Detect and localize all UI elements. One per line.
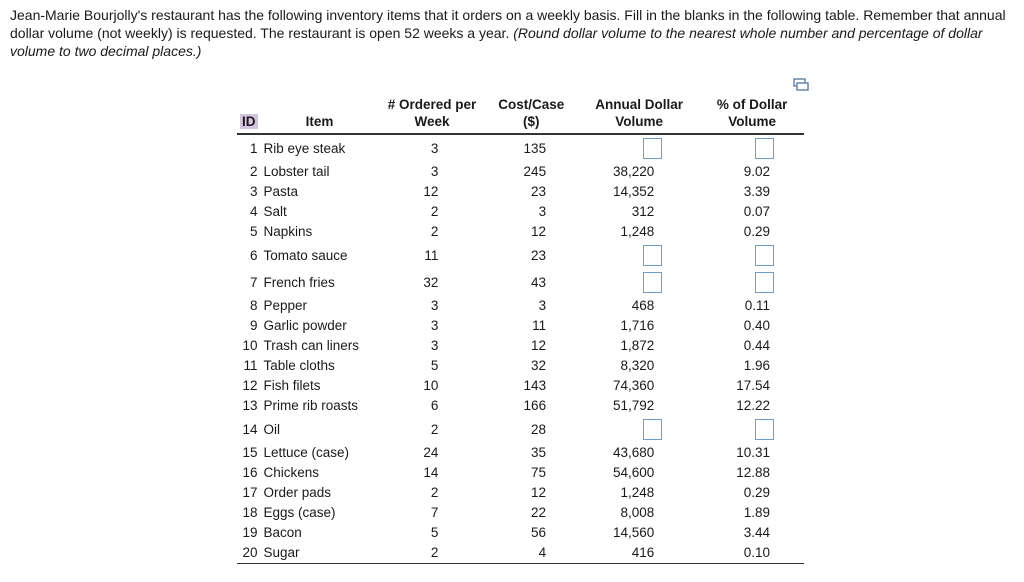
cell-ordered-per-week-text: 11: [424, 247, 439, 263]
cell-ordered-per-week: [380, 376, 485, 396]
cell-cost-per-case-text: 245: [523, 164, 547, 179]
cell-item-text: Lettuce (case): [263, 445, 350, 460]
cell-cost-per-case-text: 23: [531, 247, 547, 263]
cell-ordered-per-week-text: 3: [430, 164, 439, 179]
table-row: [237, 202, 804, 222]
cell-ordered-per-week: [380, 134, 485, 162]
cell-id-text: 2: [249, 164, 258, 179]
cell-ordered-per-week: [380, 296, 485, 316]
header-row: [237, 94, 804, 134]
cell-cost-per-case-text: 32: [531, 358, 547, 373]
cell-percent-dollar-volume: [700, 182, 804, 202]
cell-ordered-per-week-text: 10: [423, 378, 439, 393]
cell-ordered-per-week-text: 24: [423, 445, 439, 460]
cell-percent-dollar-volume-text: 1.89: [743, 505, 770, 520]
cell-ordered-per-week: [380, 396, 485, 416]
cell-annual-dollar-volume: [578, 296, 700, 316]
cell-cost-per-case: [484, 182, 578, 202]
cell-id-text: 4: [249, 204, 258, 219]
inventory-table: [237, 94, 804, 564]
cell-annual-dollar-volume: [578, 503, 700, 523]
cell-annual-dollar-volume-text: 8,320: [620, 358, 655, 373]
cell-cost-per-case-text: 11: [532, 318, 547, 333]
cell-id: [237, 483, 260, 503]
cell-id: [237, 296, 260, 316]
table-row: [237, 376, 804, 396]
cell-percent-dollar-volume: [700, 543, 804, 564]
cell-item-text: Sugar: [263, 545, 300, 560]
cell-annual-dollar-volume: [578, 443, 700, 463]
cell-item: [260, 182, 380, 202]
cell-annual-dollar-volume: [578, 396, 700, 416]
cell-annual-dollar-volume: [578, 242, 700, 269]
table-row: [237, 296, 804, 316]
cell-cost-per-case: [484, 242, 578, 269]
cell-annual-dollar-volume-text: 54,600: [612, 465, 655, 480]
cell-annual-dollar-volume-text: 43,680: [612, 445, 655, 460]
copy-table-icon[interactable]: [793, 78, 809, 92]
cell-cost-per-case: [484, 396, 578, 416]
cell-annual-dollar-volume: [578, 483, 700, 503]
cell-item-text: Chickens: [263, 465, 320, 480]
cell-item-text: Bacon: [263, 525, 302, 540]
percent-dollar-volume-input[interactable]: [755, 138, 774, 159]
cell-cost-per-case-text: 135: [523, 140, 547, 156]
cell-item-text: Garlic powder: [263, 318, 347, 333]
table-row: [237, 483, 804, 503]
cell-item: [260, 443, 380, 463]
cell-item-text: Napkins: [263, 224, 313, 239]
cell-percent-dollar-volume-text: 12.22: [736, 398, 770, 413]
annual-dollar-volume-input[interactable]: [643, 419, 662, 440]
cell-ordered-per-week-text: 5: [430, 358, 439, 373]
cell-ordered-per-week-text: 2: [430, 545, 439, 560]
cell-item-text: Trash can liners: [263, 338, 360, 353]
table-row: [237, 316, 804, 336]
header-cost: [484, 94, 578, 134]
cell-id-text: 15: [242, 445, 258, 460]
cell-ordered-per-week: [380, 162, 485, 182]
cell-annual-dollar-volume-text: 14,352: [612, 184, 655, 199]
cell-item: [260, 222, 380, 242]
cell-id-text: 19: [242, 525, 258, 540]
header-ordered: [380, 94, 485, 134]
cell-annual-dollar-volume: [578, 543, 700, 564]
cell-id-text: 17: [242, 485, 258, 500]
cell-ordered-per-week-text: 14: [423, 465, 439, 480]
cell-ordered-per-week: [380, 416, 485, 443]
cell-cost-per-case-text: 43: [531, 274, 547, 290]
cell-annual-dollar-volume-text: 74,360: [612, 378, 655, 393]
cell-percent-dollar-volume-text: 9.02: [743, 164, 770, 179]
cell-id: [237, 316, 260, 336]
cell-id-text: 9: [249, 318, 258, 333]
cell-percent-dollar-volume: [700, 443, 804, 463]
cell-annual-dollar-volume: [578, 463, 700, 483]
header-annual-dollar-volume: [578, 94, 700, 134]
cell-percent-dollar-volume: [700, 269, 804, 296]
cell-id-text: 5: [249, 224, 258, 239]
cell-percent-dollar-volume: [700, 356, 804, 376]
cell-item-text: Fish filets: [263, 378, 321, 393]
cell-annual-dollar-volume-text: 1,872: [620, 338, 655, 353]
cell-cost-per-case-text: 12: [531, 485, 547, 500]
header-id: [237, 94, 260, 134]
cell-ordered-per-week-text: 6: [430, 398, 439, 413]
table-row: [237, 182, 804, 202]
cell-ordered-per-week: [380, 523, 485, 543]
cell-item-text: Salt: [263, 204, 287, 219]
cell-percent-dollar-volume-text: 1.96: [743, 358, 770, 373]
cell-percent-dollar-volume: [700, 316, 804, 336]
cell-cost-per-case: [484, 222, 578, 242]
cell-annual-dollar-volume-text: 38,220: [612, 164, 655, 179]
cell-cost-per-case-text: 35: [531, 445, 547, 460]
cell-id: [237, 134, 260, 162]
cell-ordered-per-week: [380, 202, 485, 222]
cell-id: [237, 336, 260, 356]
cell-percent-dollar-volume-text: 3.39: [743, 184, 770, 199]
table-row: [237, 523, 804, 543]
cell-item: [260, 134, 380, 162]
cell-id-text: 11: [243, 358, 258, 373]
header-percent-dollar-volume: [700, 94, 804, 134]
cell-percent-dollar-volume-text: 0.11: [744, 298, 770, 313]
cell-id: [237, 242, 260, 269]
cell-item: [260, 483, 380, 503]
cell-item: [260, 202, 380, 222]
cell-item: [260, 523, 380, 543]
percent-dollar-volume-input[interactable]: [755, 419, 774, 440]
header-pct-line1: % of Dollar: [716, 97, 788, 112]
cell-ordered-per-week-text: 3: [430, 298, 439, 313]
cell-cost-per-case: [484, 269, 578, 296]
cell-item-text: French fries: [263, 274, 335, 290]
cell-percent-dollar-volume-text: 10.31: [736, 445, 770, 460]
problem-statement: [10, 6, 1020, 60]
cell-percent-dollar-volume: [700, 416, 804, 443]
cell-cost-per-case-text: 12: [531, 338, 547, 353]
cell-id-text: 10: [242, 338, 258, 353]
header-ordered-line2: Week: [414, 114, 450, 129]
cell-ordered-per-week: [380, 503, 485, 523]
cell-cost-per-case: [484, 463, 578, 483]
cell-id-text: 14: [242, 421, 258, 437]
cell-percent-dollar-volume-text: 0.10: [743, 545, 770, 560]
cell-ordered-per-week: [380, 443, 485, 463]
cell-annual-dollar-volume: [578, 523, 700, 543]
cell-item: [260, 503, 380, 523]
cell-item-text: Order pads: [263, 485, 332, 500]
cell-id-text: 20: [242, 545, 258, 560]
cell-id: [237, 162, 260, 182]
cell-item: [260, 396, 380, 416]
cell-item-text: Eggs (case): [263, 505, 336, 520]
header-item-label: Item: [305, 114, 334, 129]
cell-id-text: 16: [242, 465, 258, 480]
cell-ordered-per-week: [380, 356, 485, 376]
cell-annual-dollar-volume: [578, 222, 700, 242]
cell-id: [237, 356, 260, 376]
cell-cost-per-case-text: 166: [523, 398, 547, 413]
cell-cost-per-case-text: 12: [531, 224, 547, 239]
cell-percent-dollar-volume-text: 17.54: [736, 378, 770, 393]
cell-cost-per-case: [484, 416, 578, 443]
table-row: [237, 242, 804, 269]
cell-percent-dollar-volume: [700, 162, 804, 182]
cell-cost-per-case: [484, 376, 578, 396]
cell-id-text: 12: [242, 378, 258, 393]
header-adv-line1: Annual Dollar: [595, 97, 684, 112]
cell-ordered-per-week-text: 2: [430, 421, 439, 437]
cell-item: [260, 336, 380, 356]
table-row: [237, 503, 804, 523]
cell-percent-dollar-volume: [700, 376, 804, 396]
cell-id: [237, 416, 260, 443]
cell-cost-per-case: [484, 523, 578, 543]
cell-id: [237, 523, 260, 543]
cell-percent-dollar-volume: [700, 483, 804, 503]
cell-id-text: 3: [249, 184, 258, 199]
cell-ordered-per-week-text: 32: [423, 274, 439, 290]
cell-item: [260, 376, 380, 396]
cell-ordered-per-week: [380, 242, 485, 269]
cell-cost-per-case-text: 3: [538, 298, 547, 313]
cell-percent-dollar-volume: [700, 242, 804, 269]
cell-item: [260, 356, 380, 376]
cell-ordered-per-week-text: 3: [430, 140, 439, 156]
cell-item: [260, 162, 380, 182]
cell-percent-dollar-volume-text: 0.44: [743, 338, 770, 353]
table-row: [237, 356, 804, 376]
annual-dollar-volume-input[interactable]: [643, 138, 662, 159]
cell-ordered-per-week-text: 5: [430, 525, 439, 540]
cell-ordered-per-week-text: 2: [430, 224, 439, 239]
table-row: [237, 396, 804, 416]
cell-cost-per-case: [484, 134, 578, 162]
cell-cost-per-case: [484, 443, 578, 463]
cell-ordered-per-week-text: 3: [430, 338, 439, 353]
cell-percent-dollar-volume-text: 12.88: [736, 465, 770, 480]
cell-percent-dollar-volume-text: 3.44: [743, 525, 770, 540]
table-row: [237, 134, 804, 162]
cell-id: [237, 269, 260, 296]
cell-ordered-per-week: [380, 316, 485, 336]
cell-cost-per-case-text: 23: [531, 184, 547, 199]
cell-annual-dollar-volume: [578, 316, 700, 336]
table-row: [237, 443, 804, 463]
cell-item: [260, 416, 380, 443]
cell-item: [260, 316, 380, 336]
rounding-note: (Round dollar volume to the nearest whole number and percentage of dollar volume to two decimal places.): [10, 25, 983, 59]
annual-dollar-volume-input[interactable]: [643, 245, 662, 266]
cell-annual-dollar-volume-text: 8,008: [620, 505, 655, 520]
cell-annual-dollar-volume: [578, 336, 700, 356]
cell-annual-dollar-volume-text: 468: [631, 298, 655, 313]
cell-item-text: Table cloths: [263, 358, 335, 373]
cell-cost-per-case: [484, 202, 578, 222]
cell-item-text: Tomato sauce: [263, 247, 348, 263]
cell-id: [237, 222, 260, 242]
cell-item-text: Pasta: [263, 184, 299, 199]
cell-annual-dollar-volume: [578, 376, 700, 396]
cell-annual-dollar-volume: [578, 162, 700, 182]
cell-cost-per-case: [484, 162, 578, 182]
cell-item-text: Lobster tail: [263, 164, 330, 179]
cell-item-text: Rib eye steak: [263, 140, 346, 156]
cell-annual-dollar-volume-text: 51,792: [612, 398, 655, 413]
cell-ordered-per-week: [380, 182, 485, 202]
cell-cost-per-case-text: 22: [531, 505, 547, 520]
cell-id-text: 8: [249, 298, 258, 313]
cell-cost-per-case-text: 143: [523, 378, 547, 393]
cell-id: [237, 443, 260, 463]
cell-id: [237, 202, 260, 222]
cell-item-text: Oil: [263, 421, 280, 437]
cell-annual-dollar-volume: [578, 269, 700, 296]
cell-ordered-per-week: [380, 463, 485, 483]
cell-id-text: 7: [249, 274, 258, 290]
annual-dollar-volume-input[interactable]: [643, 272, 662, 293]
cell-cost-per-case-text: 56: [531, 525, 547, 540]
cell-cost-per-case: [484, 316, 578, 336]
table-row: [237, 162, 804, 182]
cell-item: [260, 463, 380, 483]
cell-percent-dollar-volume: [700, 396, 804, 416]
cell-cost-per-case: [484, 503, 578, 523]
cell-ordered-per-week: [380, 543, 485, 564]
cell-ordered-per-week-text: 3: [430, 318, 439, 333]
cell-percent-dollar-volume: [700, 134, 804, 162]
header-cost-line2: ($): [522, 114, 540, 129]
cell-ordered-per-week: [380, 269, 485, 296]
header-pct-line2: Volume: [728, 114, 776, 129]
cell-item: [260, 269, 380, 296]
cell-percent-dollar-volume: [700, 503, 804, 523]
cell-id-text: 6: [249, 247, 258, 263]
table-row: [237, 416, 804, 443]
header-item: [260, 94, 380, 134]
cell-item-text: Pepper: [263, 298, 308, 313]
cell-cost-per-case-text: 3: [538, 204, 547, 219]
cell-id: [237, 503, 260, 523]
header-ordered-line1: # Ordered per: [387, 97, 477, 112]
cell-annual-dollar-volume-text: 14,560: [612, 525, 655, 540]
cell-percent-dollar-volume-text: 0.29: [743, 224, 770, 239]
cell-percent-dollar-volume: [700, 463, 804, 483]
table-row: [237, 269, 804, 296]
cell-annual-dollar-volume-text: 1,716: [620, 318, 655, 333]
table-row: [237, 222, 804, 242]
percent-dollar-volume-input[interactable]: [755, 245, 774, 266]
cell-ordered-per-week-text: 2: [430, 485, 439, 500]
cell-cost-per-case-text: 75: [531, 465, 547, 480]
cell-annual-dollar-volume-text: 312: [631, 204, 655, 219]
cell-percent-dollar-volume: [700, 296, 804, 316]
cell-id: [237, 376, 260, 396]
table-body: [237, 134, 804, 564]
cell-ordered-per-week-text: 7: [430, 505, 439, 520]
cell-cost-per-case-text: 28: [531, 421, 547, 437]
table-row: [237, 463, 804, 483]
cell-annual-dollar-volume: [578, 416, 700, 443]
percent-dollar-volume-input[interactable]: [755, 272, 774, 293]
cell-percent-dollar-volume-text: 0.07: [743, 204, 770, 219]
cell-annual-dollar-volume: [578, 356, 700, 376]
cell-cost-per-case: [484, 336, 578, 356]
table-row: [237, 543, 804, 564]
header-id-label: ID: [242, 114, 256, 129]
cell-cost-per-case-text: 4: [538, 545, 547, 560]
cell-annual-dollar-volume-text: 1,248: [620, 224, 655, 239]
cell-percent-dollar-volume-text: 0.29: [743, 485, 770, 500]
cell-id-text: 13: [242, 398, 258, 413]
cell-percent-dollar-volume-text: 0.40: [743, 318, 770, 333]
cell-id: [237, 396, 260, 416]
cell-id-text: 1: [249, 140, 258, 156]
cell-id: [237, 543, 260, 564]
header-adv-line2: Volume: [615, 114, 664, 129]
cell-id: [237, 182, 260, 202]
cell-item: [260, 543, 380, 564]
cell-item-text: Prime rib roasts: [263, 398, 359, 413]
cell-item: [260, 242, 380, 269]
cell-ordered-per-week-text: 12: [423, 184, 439, 199]
header-cost-line1: Cost/Case: [498, 97, 565, 112]
table-row: [237, 336, 804, 356]
cell-cost-per-case: [484, 483, 578, 503]
cell-ordered-per-week-text: 2: [430, 204, 439, 219]
cell-id: [237, 463, 260, 483]
cell-ordered-per-week: [380, 336, 485, 356]
cell-annual-dollar-volume: [578, 202, 700, 222]
cell-percent-dollar-volume: [700, 222, 804, 242]
cell-cost-per-case: [484, 296, 578, 316]
cell-annual-dollar-volume-text: 1,248: [620, 485, 655, 500]
cell-percent-dollar-volume: [700, 336, 804, 356]
cell-annual-dollar-volume-text: 416: [631, 545, 655, 560]
cell-annual-dollar-volume: [578, 182, 700, 202]
cell-cost-per-case: [484, 543, 578, 564]
cell-id-text: 18: [242, 505, 258, 520]
cell-annual-dollar-volume: [578, 134, 700, 162]
cell-percent-dollar-volume: [700, 202, 804, 222]
cell-percent-dollar-volume: [700, 523, 804, 543]
cell-item: [260, 296, 380, 316]
cell-ordered-per-week: [380, 483, 485, 503]
problem-text: Jean-Marie Bourjolly's restaurant has the following inventory items that it orders on a weekly basis. Fill in the blanks in the following table. Remember that annual dollar volume (not weekly) is requested. The restaurant is open 52 weeks a year.: [10, 7, 1006, 41]
cell-ordered-per-week: [380, 222, 485, 242]
cell-cost-per-case: [484, 356, 578, 376]
